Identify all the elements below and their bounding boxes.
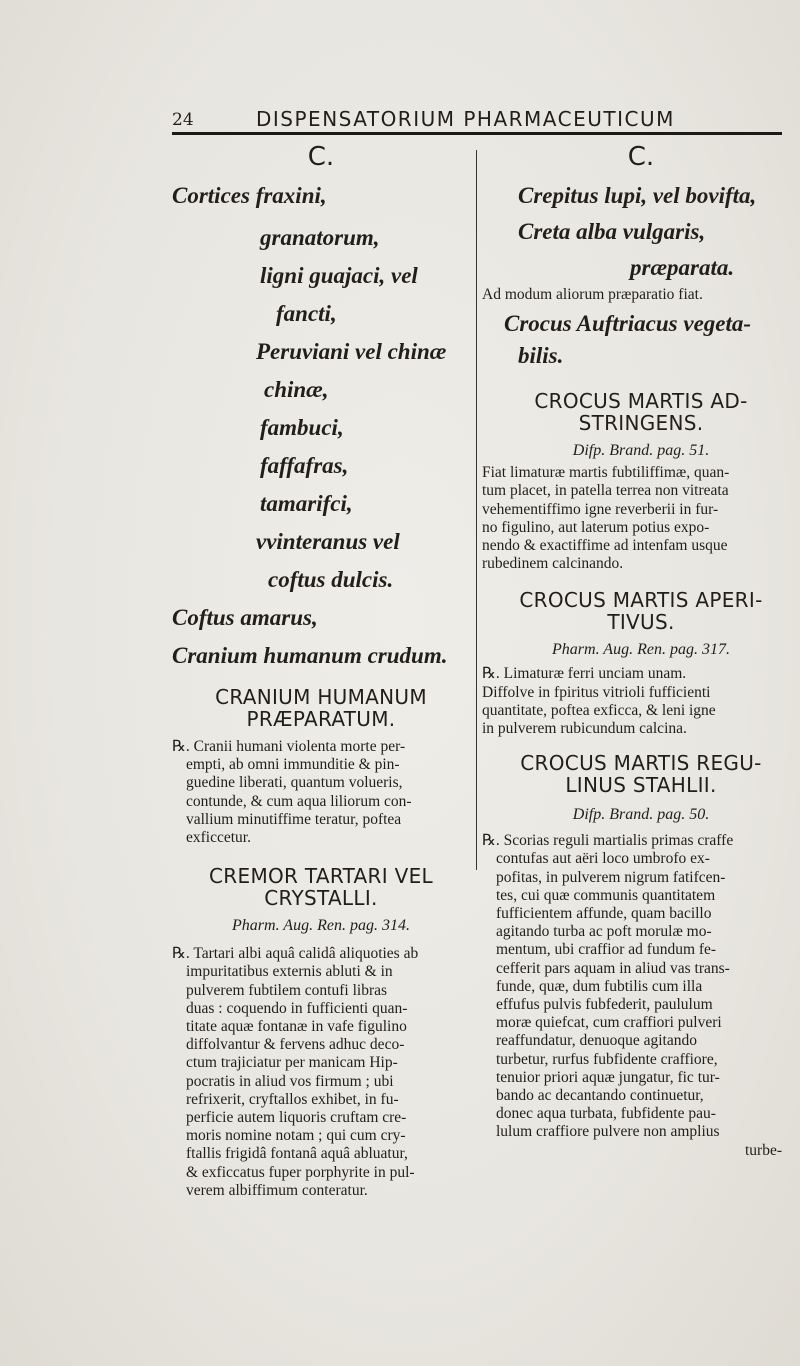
section-reference: Difp. Brand. pag. 50. — [572, 806, 710, 824]
left-entry-list — [172, 180, 470, 672]
text-line: perficie autem liquoris cruftam cre- — [186, 1109, 407, 1127]
section-body — [172, 738, 470, 847]
text-line: verem albiffimum conteratur. — [186, 1181, 368, 1199]
section-body — [172, 945, 470, 1200]
text-line: cefferit pars aquam in aliud vas trans- — [496, 959, 730, 977]
right-entry-list — [482, 180, 800, 284]
text-line: titate aquæ fontanæ in vafe figulino — [186, 1018, 407, 1036]
entry: Coftus amarus, — [172, 605, 318, 630]
entry: faffafras, — [260, 453, 349, 478]
text-line: quantitate, poftea exficca, & leni igne — [482, 701, 716, 719]
entry: tamarifci, — [260, 491, 353, 516]
text-line: vehementiffimo igne reverberii in fur- — [482, 500, 719, 518]
text-line: ℞. Cranii humani violenta morte per- — [172, 738, 406, 755]
text-line: ctum trajiciatur per manicam Hip- — [186, 1054, 398, 1072]
section-body — [482, 464, 800, 573]
text-line: diffolvantur & fervens adhuc deco- — [186, 1036, 405, 1054]
entry: Crepitus lupi, vel bovifta, — [518, 183, 757, 208]
entry: ligni guajaci, vel — [260, 263, 418, 288]
left-column-letter: C. — [307, 142, 335, 172]
section-title: CROCUS MARTIS REGU- — [520, 751, 762, 776]
text-line: ℞. Tartari albi aquâ calidâ aliquoties ab — [172, 945, 419, 963]
text-line: refrixerit, cryftallos exhibet, in fu- — [186, 1090, 399, 1108]
text-line: ftallis frigidâ fontanâ aquâ abluatur, — [186, 1145, 408, 1163]
text-line: moræ quiefcat, cum craffiori pulveri — [496, 1014, 722, 1032]
entry: vvinteranus vel — [256, 529, 400, 554]
text-line: lulum craffiore pulvere non amplius — [496, 1123, 720, 1141]
text-line: bando ac decantando continuetur, — [496, 1087, 704, 1105]
page-header — [172, 104, 782, 134]
entry: Creta alba vulgaris, — [518, 219, 706, 244]
section-title: STRINGENS. — [578, 411, 704, 436]
text-line: exficcetur. — [186, 829, 251, 847]
entry: bilis. — [518, 343, 564, 369]
page-number: 24 — [172, 110, 194, 130]
section-title: TIVUS. — [607, 610, 675, 635]
section-title: CROCUS MARTIS AD- — [534, 389, 748, 414]
entry: chinæ, — [264, 377, 329, 402]
text-line: rubedinem calcinando. — [482, 555, 624, 573]
text-line: turbetur, rurfus fubfidente craffiore, — [496, 1050, 718, 1068]
text-line: nendo & exactiffime ad intenfam usque — [482, 537, 728, 555]
section-title: CRYSTALLI. — [264, 886, 378, 911]
section-title: PRÆPARATUM. — [246, 707, 396, 731]
section-cremor-tartari — [172, 865, 470, 1200]
section-reference: Pharm. Aug. Ren. pag. 314. — [232, 917, 410, 935]
text-line: tes, cui quæ communis quantitatem — [496, 886, 716, 904]
text-line: donec aqua turbata, fubfidente pau- — [496, 1105, 716, 1123]
running-title: DISPENSATORIUM PHARMACEUTICUM — [256, 107, 675, 131]
entry: Peruviani vel chinæ — [256, 339, 447, 364]
text-line: impuritatibus externis abluti & in — [186, 963, 393, 981]
left-column — [172, 140, 470, 1200]
text-line: pofitas, in pulverem nigrum fatifcen- — [496, 868, 726, 886]
text-line: in pulverem rubicundum calcina. — [482, 720, 687, 738]
section-title: CREMOR TARTARI VEL — [209, 864, 433, 889]
text-line: ℞. Limaturæ ferri unciam unam. — [482, 665, 687, 683]
text-line: effufus pulvis fubfederit, paululum — [496, 996, 713, 1014]
text-line: empti, ab omni immunditie & pin- — [186, 756, 400, 774]
right-column — [482, 140, 800, 1160]
section-cranium — [172, 686, 470, 847]
section-title: CROCUS MARTIS APERI- — [519, 588, 763, 613]
section-crocus-aperitivus — [482, 589, 800, 738]
entry: fambuci, — [260, 415, 344, 440]
section-reference: Pharm. Aug. Ren. pag. 317. — [552, 641, 730, 659]
text-line: Fiat limaturæ martis fubtiliffimæ, quan- — [482, 464, 730, 482]
text-line: contufas aut aëri loco umbrofo ex- — [496, 850, 710, 868]
text-line: guedine liberati, quantum volueris, — [186, 774, 403, 792]
text-line: pocratis in aliud vos firmum ; ubi — [186, 1072, 394, 1090]
text-line: & exficcatus fuper porphyrite in pul- — [186, 1163, 415, 1181]
text-line: contunde, & cum aqua liliorum con- — [186, 792, 412, 810]
column-divider — [476, 150, 477, 870]
section-reference: Difp. Brand. pag. 51. — [572, 442, 710, 460]
text-line: tum placet, in patella terrea non vitreata — [482, 482, 729, 500]
text-line: Diffolve in fpiritus vitrioli fufficienti — [482, 683, 711, 701]
text-line: no figulino, aut laterum potius expo- — [482, 518, 710, 536]
section-crocus-adstringens — [482, 390, 800, 573]
section-body — [482, 832, 800, 1160]
text-line: vallium minutiffime teratur, poftea — [186, 810, 402, 828]
entry: Cranium humanum crudum. — [172, 643, 448, 668]
text-line: ℞. Scorias reguli martialis primas craffe — [482, 832, 734, 850]
header-rule — [172, 132, 782, 135]
section-title: LINUS STAHLII. — [565, 773, 717, 798]
entry: fancti, — [276, 301, 337, 326]
text-line: fufficientem affunde, quam bacillo — [496, 905, 712, 923]
text-line: agitando turba ac poft morulæ mo- — [496, 923, 712, 941]
section-body — [482, 665, 800, 738]
text-line: funde, quæ, dum fubtilis cum illa — [496, 977, 703, 995]
preparation-note: Ad modum aliorum præparatio fiat. — [482, 286, 703, 303]
entry: coftus dulcis. — [268, 567, 394, 592]
text-line: moris nomine notam ; qui cum cry- — [186, 1127, 406, 1145]
entry: præparata. — [630, 255, 735, 280]
text-line: duas : coquendo in fufficienti quan- — [186, 999, 408, 1017]
text-line: mentum, ubi craffior ad fundum fe- — [496, 941, 717, 959]
text-line: pulverem fubtilem contufi libras — [186, 981, 388, 999]
section-crocus-regulinus — [482, 752, 800, 1160]
section-title: CRANIUM HUMANUM — [215, 685, 427, 709]
entry: Cortices fraxini, — [172, 183, 327, 208]
entry: Crocus Auftriacus vegeta- — [504, 311, 752, 337]
text-line: tenuior priori aquæ jungatur, fic tur- — [496, 1068, 720, 1086]
catchword: turbe- — [744, 1141, 782, 1159]
text-line: reaffundatur, denuoque agitando — [496, 1032, 697, 1050]
entry: granatorum, — [260, 225, 380, 250]
right-column-letter: C. — [627, 142, 655, 172]
